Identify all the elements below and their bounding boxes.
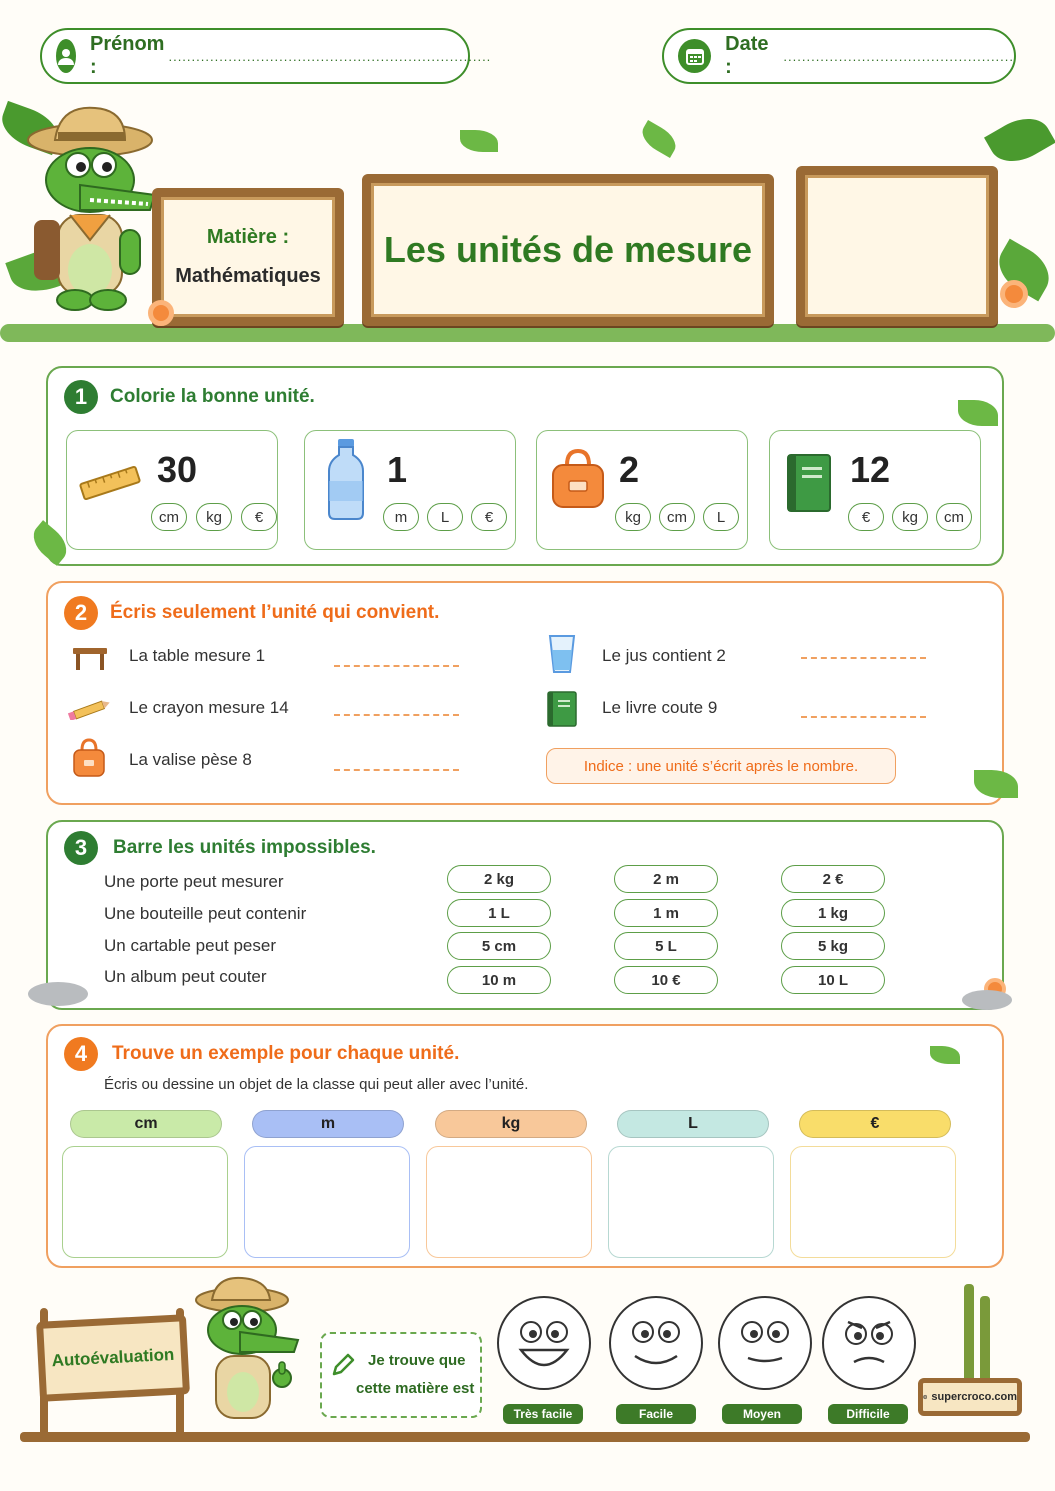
- leaf-decoration: [460, 130, 498, 152]
- date-dots: ..................................................: [783, 48, 1014, 64]
- card-value: 30: [157, 449, 198, 490]
- statement-album: Un album peut couter: [104, 967, 267, 986]
- ruler-icon: [79, 465, 141, 501]
- bag-icon: [551, 447, 605, 509]
- calendar-icon: [678, 39, 711, 73]
- flower-icon: [148, 300, 174, 326]
- prenom-dots: ......................................................................: [168, 48, 492, 64]
- self-evaluation-sign: Autoévaluation: [36, 1314, 190, 1402]
- answer-blank[interactable]: [801, 716, 926, 718]
- leaf-decoration: [984, 108, 1055, 173]
- prenom-field[interactable]: [40, 28, 492, 84]
- unit-choice[interactable]: €: [848, 503, 884, 531]
- subject-frame: [152, 188, 344, 326]
- sentence-table: La table mesure 1: [129, 646, 266, 665]
- sentence-juice: Le jus contient 2: [602, 646, 726, 665]
- answer-box-cm[interactable]: [62, 1146, 228, 1258]
- unit-header-euro: €: [799, 1110, 951, 1138]
- answer-box-m[interactable]: [244, 1146, 410, 1258]
- unit-option[interactable]: 5 L: [614, 932, 718, 960]
- bamboo-ground: [20, 1432, 1030, 1442]
- sentence-pencil: Le crayon mesure 14: [129, 698, 289, 717]
- exercise-1-number: 1: [64, 380, 98, 414]
- rock-decoration: [28, 982, 88, 1006]
- prenom-label: Prénom :: [90, 33, 165, 78]
- exercise-4-instruction: Écris ou dessine un objet de la classe qui peut aller avec l’unité.: [104, 1076, 529, 1093]
- answer-box-l[interactable]: [608, 1146, 774, 1258]
- unit-choice[interactable]: cm: [151, 503, 187, 531]
- unit-choice[interactable]: m: [383, 503, 419, 531]
- unit-option[interactable]: 2 kg: [447, 865, 551, 893]
- statement-schoolbag: Un cartable peut peser: [104, 936, 276, 955]
- jungle-banner: [0, 100, 1055, 350]
- unit-card-bag: [536, 430, 748, 550]
- face-easy-icon[interactable]: [609, 1296, 703, 1390]
- rock-decoration: [962, 990, 1012, 1010]
- answer-blank[interactable]: [334, 714, 459, 716]
- card-value: 2: [619, 449, 640, 490]
- unit-header-cm: cm: [70, 1110, 222, 1138]
- unit-option[interactable]: 10 L: [781, 966, 885, 994]
- bag-icon: [72, 738, 106, 778]
- card-value: 12: [850, 449, 891, 490]
- leaf-decoration: [637, 120, 681, 158]
- sentence-bag: La valise pèse 8: [129, 750, 252, 769]
- user-icon: [56, 39, 76, 73]
- answer-blank[interactable]: [801, 657, 926, 659]
- exercise-2-number: 2: [64, 596, 98, 630]
- page-title: Les unités de mesure: [383, 229, 753, 270]
- unit-option[interactable]: 1 kg: [781, 899, 885, 927]
- sentence-book: Le livre coute 9: [602, 698, 718, 717]
- level-very-easy: Très facile: [503, 1404, 583, 1424]
- unit-choice[interactable]: kg: [615, 503, 651, 531]
- table-icon: [72, 646, 108, 672]
- unit-card-ruler: [66, 430, 278, 550]
- answer-box-euro[interactable]: [790, 1146, 956, 1258]
- unit-choice[interactable]: cm: [659, 503, 695, 531]
- level-difficult: Difficile: [828, 1404, 908, 1424]
- unit-choice[interactable]: kg: [196, 503, 232, 531]
- unit-choice[interactable]: cm: [936, 503, 972, 531]
- hint-box: Indice : une unité s’écrit après le nombre.: [546, 748, 896, 784]
- exercise-2-title: Écris seulement l’unité qui convient.: [110, 602, 440, 623]
- unit-choice[interactable]: L: [703, 503, 739, 531]
- unit-choice[interactable]: €: [471, 503, 507, 531]
- face-difficult-icon[interactable]: [822, 1296, 916, 1390]
- exercise-1-title: Colorie la bonne unité.: [110, 386, 315, 407]
- exercise-4-title: Trouve un exemple pour chaque unité.: [112, 1043, 460, 1064]
- unit-card-bottle: [304, 430, 516, 550]
- book-icon: [546, 690, 578, 728]
- unit-option[interactable]: 5 kg: [781, 932, 885, 960]
- title-frame: [362, 174, 774, 326]
- statement-bottle: Une bouteille peut contenir: [104, 904, 307, 923]
- unit-choice[interactable]: kg: [892, 503, 928, 531]
- exercise-4-number: 4: [64, 1037, 98, 1071]
- face-medium-icon[interactable]: [718, 1296, 812, 1390]
- evaluation-prompt: [320, 1332, 482, 1418]
- crocodile-mascot-icon: [20, 100, 160, 340]
- globe-icon: [923, 1391, 927, 1403]
- unit-choice[interactable]: €: [241, 503, 277, 531]
- bottle-icon: [325, 437, 367, 521]
- bamboo-post: [980, 1296, 990, 1384]
- level-easy: Facile: [616, 1404, 696, 1424]
- evaluation-line-2: cette matière est: [356, 1380, 475, 1397]
- answer-blank[interactable]: [334, 769, 459, 771]
- site-badge: [918, 1378, 1022, 1416]
- face-very-easy-icon[interactable]: [497, 1296, 591, 1390]
- unit-header-m: m: [252, 1110, 404, 1138]
- unit-option[interactable]: 5 cm: [447, 932, 551, 960]
- exercise-3-title: Barre les unités impossibles.: [113, 837, 376, 858]
- card-value: 1: [387, 449, 408, 490]
- date-label: Date :: [725, 33, 769, 78]
- subject-value: Mathématiques: [175, 265, 321, 287]
- unit-option[interactable]: 1 m: [614, 899, 718, 927]
- unit-option[interactable]: 2 m: [614, 865, 718, 893]
- pencil-icon: [66, 700, 112, 720]
- pencil-icon: [330, 1352, 356, 1378]
- bamboo-post: [964, 1284, 974, 1384]
- date-field[interactable]: [662, 28, 1016, 84]
- empty-frame: [796, 166, 998, 326]
- crocodile-thumbs-up-icon: [190, 1274, 300, 1434]
- unit-option[interactable]: 10 €: [614, 966, 718, 994]
- unit-header-kg: kg: [435, 1110, 587, 1138]
- statement-door: Une porte peut mesurer: [104, 872, 284, 891]
- answer-box-kg[interactable]: [426, 1146, 592, 1258]
- unit-option[interactable]: 2 €: [781, 865, 885, 893]
- glass-icon: [548, 634, 576, 674]
- site-url: supercroco.com: [931, 1391, 1017, 1403]
- unit-header-l: L: [617, 1110, 769, 1138]
- level-medium: Moyen: [722, 1404, 802, 1424]
- flower-icon: [1000, 280, 1028, 308]
- answer-blank[interactable]: [334, 665, 459, 667]
- exercise-3-number: 3: [64, 831, 98, 865]
- book-icon: [784, 453, 834, 515]
- unit-choice[interactable]: L: [427, 503, 463, 531]
- unit-option[interactable]: 1 L: [447, 899, 551, 927]
- evaluation-line-1: Je trouve que: [368, 1352, 466, 1369]
- unit-card-book: [769, 430, 981, 550]
- subject-label: Matière :: [206, 226, 290, 248]
- unit-option[interactable]: 10 m: [447, 966, 551, 994]
